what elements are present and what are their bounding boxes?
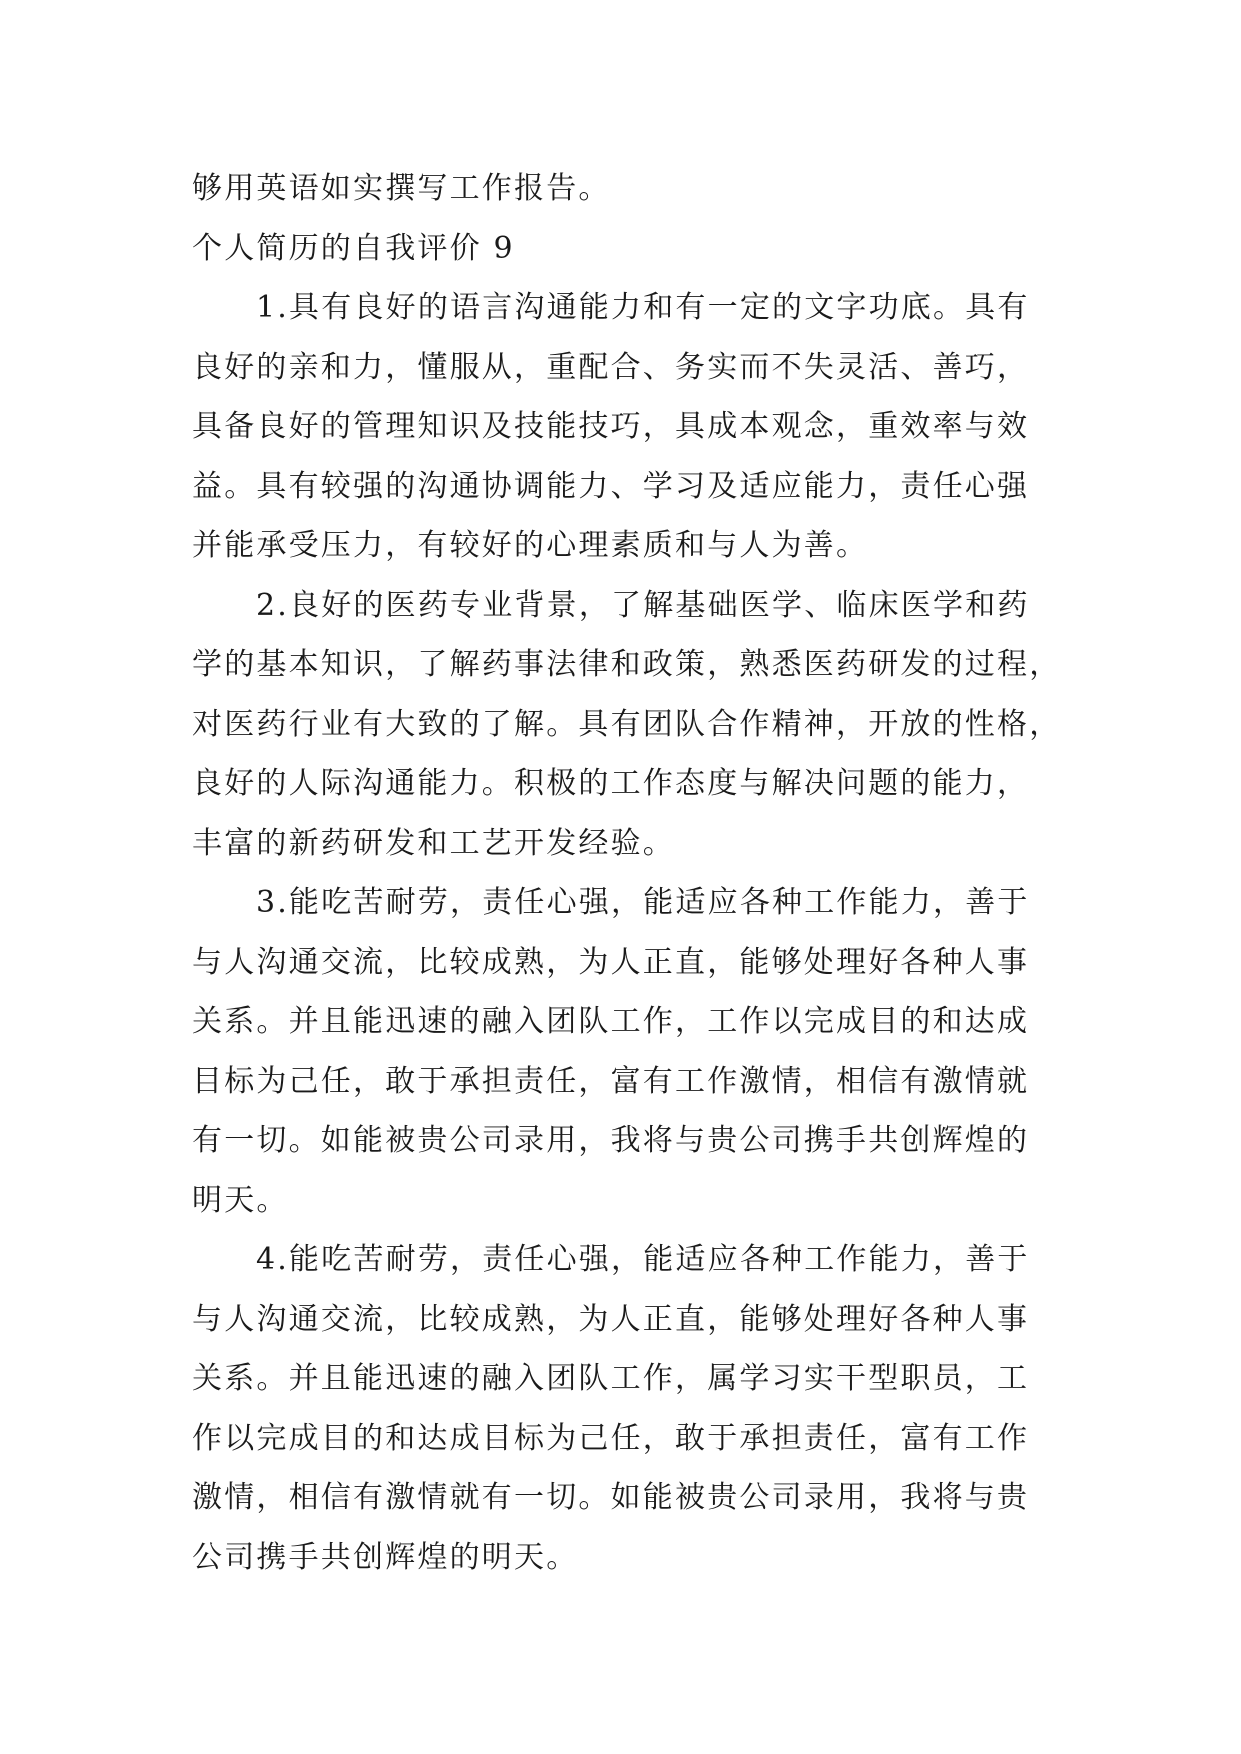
- paragraph-1-line: 1.具有良好的语言沟通能力和有一定的文字功底。具有: [256, 290, 1030, 325]
- text-line: 够用英语如实撰写工作报告。: [192, 171, 611, 206]
- paragraph-1-line: 良好的亲和力，懂服从，重配合、务实而不失灵活、善巧，: [192, 349, 1030, 385]
- paragraph-4-line: 与人沟通交流，比较成熟，为人正直，能够处理好各种人事: [192, 1301, 1030, 1337]
- paragraph-2-line: 2.良好的医药专业背景，了解基础医学、临床医学和药: [256, 587, 1030, 623]
- paragraph-2-line: 对医药行业有大致的了解。具有团队合作精神，开放的性格，: [192, 706, 1062, 742]
- paragraph-4-line: 作以完成目的和达成目标为己任，敢于承担责任，富有工作: [192, 1420, 1030, 1456]
- paragraph-1-line: 具备良好的管理知识及技能技巧，具成本观念，重效率与效: [192, 409, 1030, 444]
- paragraph-2-line: 良好的人际沟通能力。积极的工作态度与解决问题的能力，: [192, 766, 1030, 801]
- document-body: [192, 159, 1062, 1587]
- paragraph-3-line: 与人沟通交流，比较成熟，为人正直，能够处理好各种人事: [192, 944, 1030, 980]
- paragraph-4-line: 激情，相信有激情就有一切。如能被贵公司录用，我将与贵: [192, 1480, 1030, 1515]
- paragraph-3-line: 有一切。如能被贵公司录用，我将与贵公司携手共创辉煌的: [192, 1123, 1030, 1158]
- paragraph-2-line: 丰富的新药研发和工艺开发经验。: [192, 825, 675, 861]
- paragraph-3-line: 3.能吃苦耐劳，责任心强，能适应各种工作能力，善于: [256, 885, 1030, 920]
- paragraph-4-line: 4.能吃苦耐劳，责任心强，能适应各种工作能力，善于: [256, 1242, 1030, 1277]
- paragraph-3-line: 明天。: [192, 1182, 289, 1218]
- paragraph-3-line: 关系。并且能迅速的融入团队工作，工作以完成目的和达成: [192, 1004, 1030, 1039]
- paragraph-4-line: 关系。并且能迅速的融入团队工作，属学习实干型职员，工: [192, 1361, 1030, 1396]
- paragraph-3-line: 目标为己任，敢于承担责任，富有工作激情，相信有激情就: [192, 1063, 1030, 1099]
- paragraph-1-line: 益。具有较强的沟通协调能力、学习及适应能力，责任心强: [192, 468, 1030, 504]
- paragraph-2-line: 学的基本知识，了解药事法律和政策，熟悉医药研发的过程，: [192, 647, 1062, 682]
- paragraph-4-line: 公司携手共创辉煌的明天。: [192, 1539, 579, 1575]
- paragraph-1-line: 并能承受压力，有较好的心理素质和与人为善。: [192, 528, 869, 563]
- section-heading: 个人简历的自我评价 9: [192, 230, 515, 266]
